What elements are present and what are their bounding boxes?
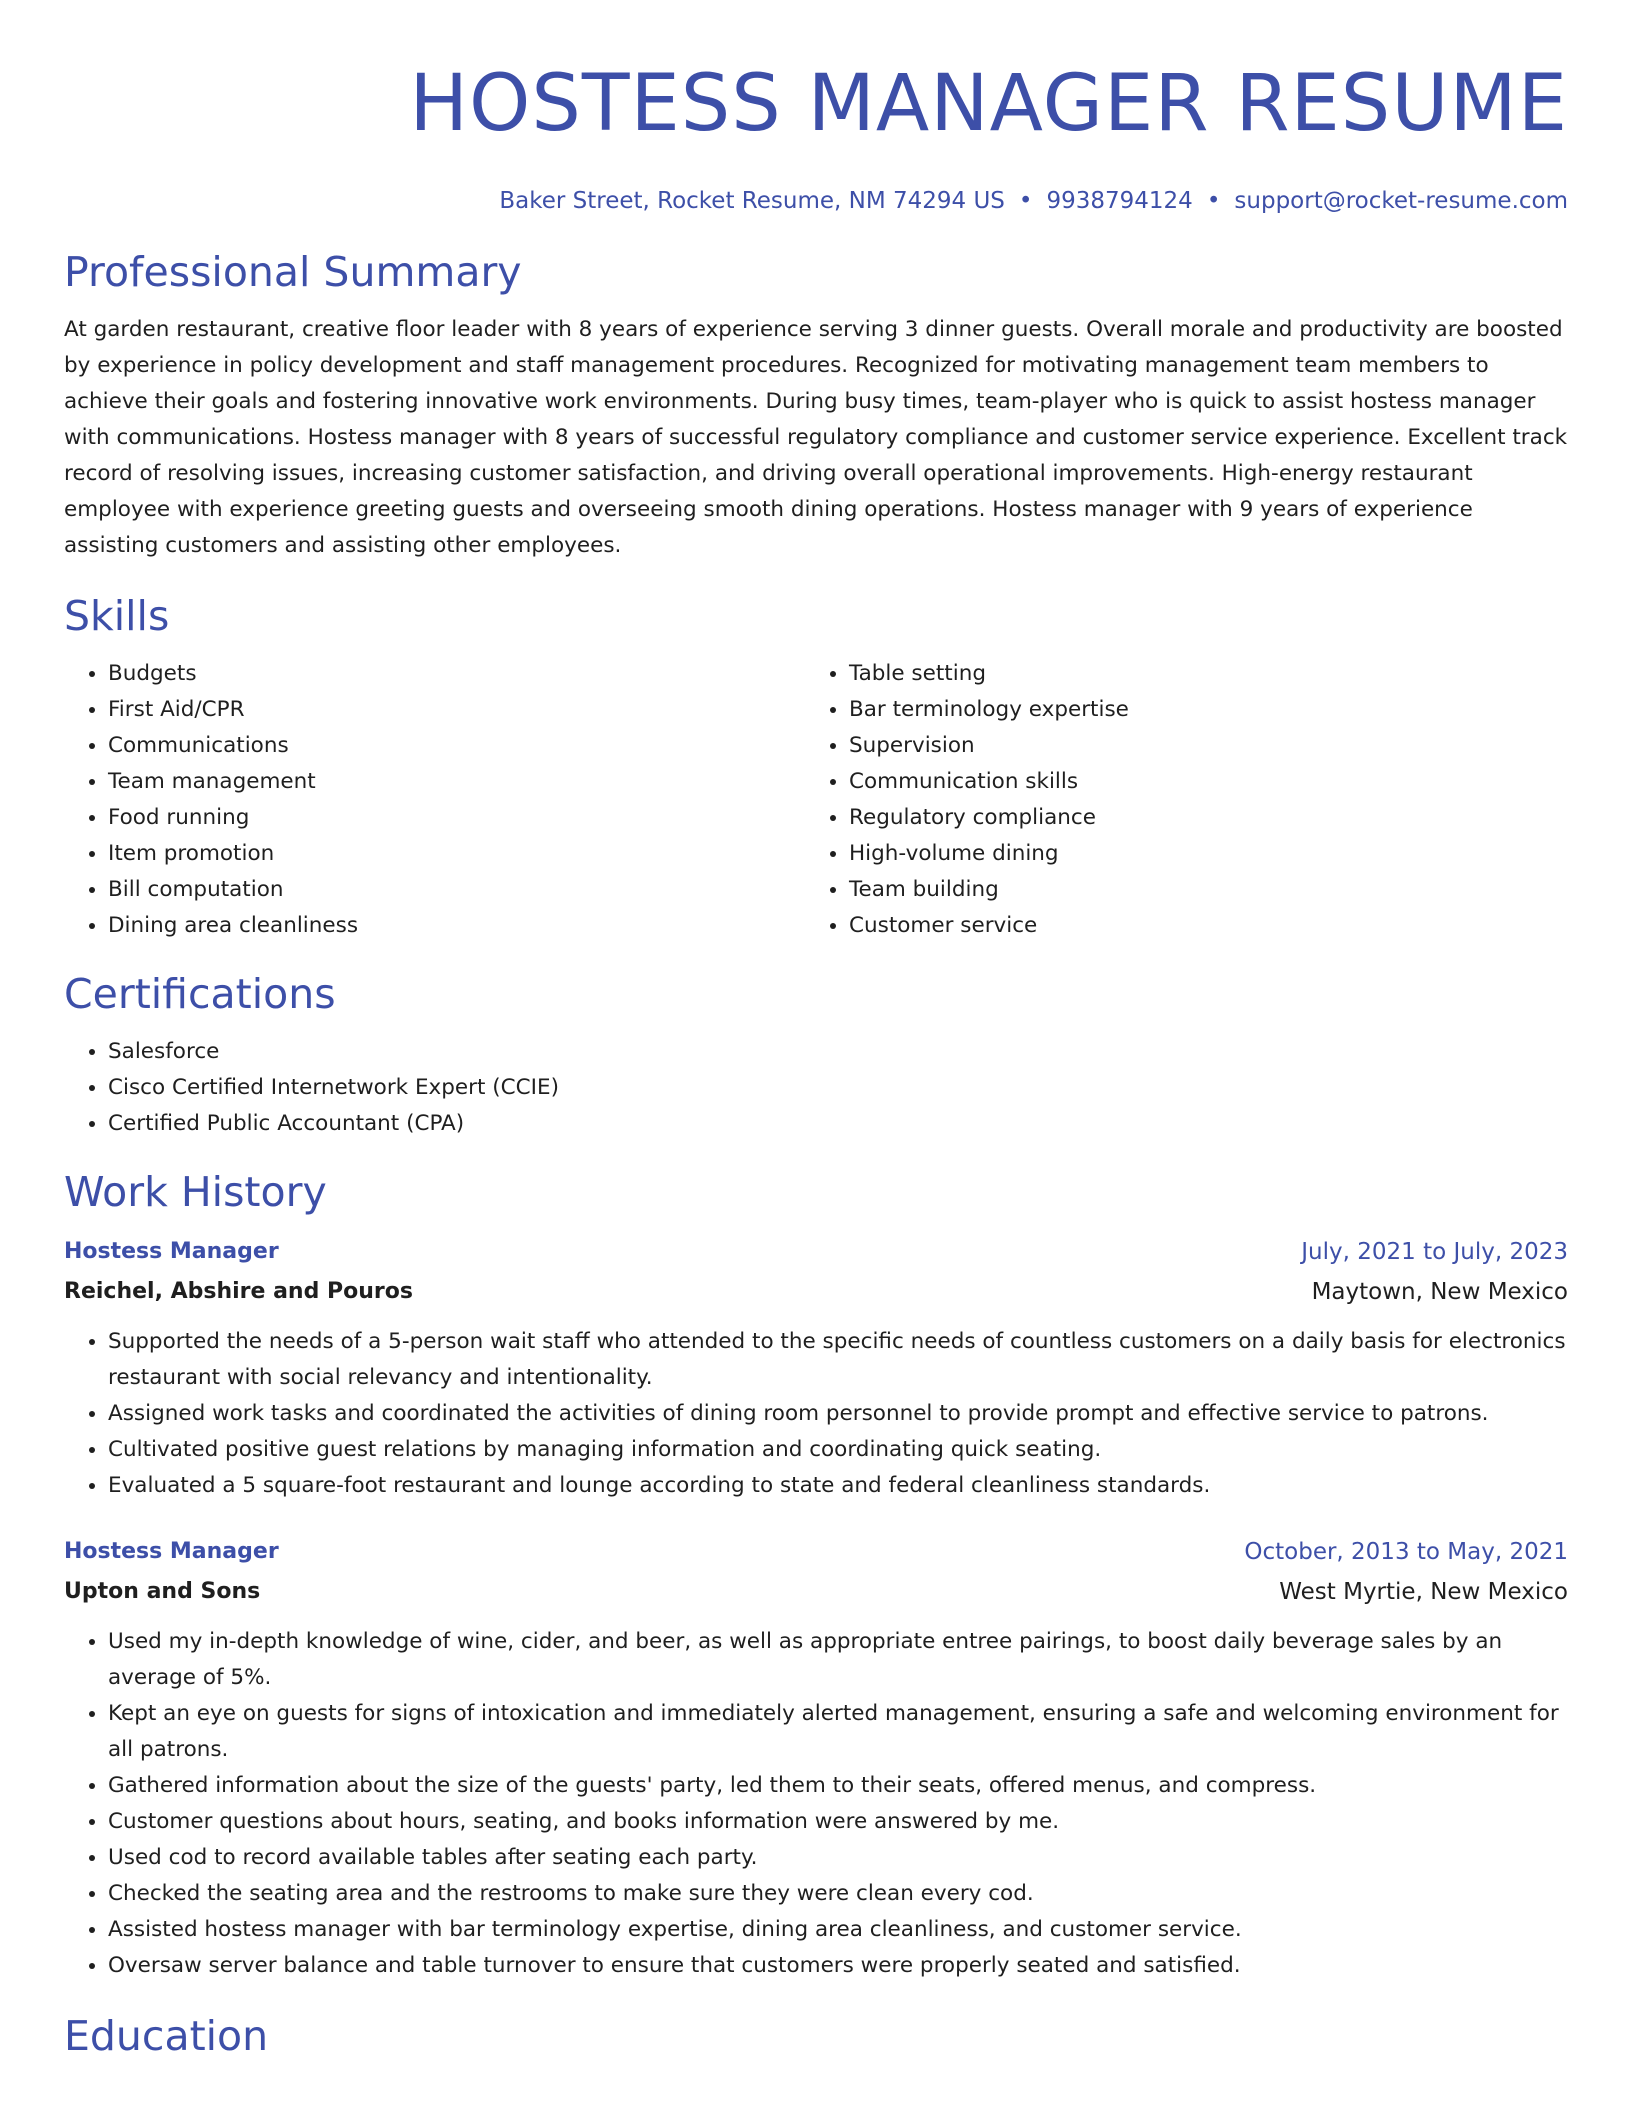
- skill-item: • First Aid/CPR: [108, 692, 805, 728]
- job-bullet: • Oversaw server balance and table turnover to ensure that customers were properly seated and satisfied.: [108, 1948, 1568, 1984]
- job-title-row: [64, 1532, 1568, 1572]
- skills-list-right: [805, 656, 1546, 944]
- summary-section: [64, 246, 1568, 564]
- skill-item: • Budgets: [108, 656, 805, 692]
- job-dates: July, 2021 to July, 2023: [1301, 1239, 1568, 1265]
- resume-title: HOSTESS MANAGER RESUME: [409, 59, 1568, 149]
- education-heading: Education: [64, 2012, 269, 2060]
- certifications-heading: Certifications: [64, 970, 336, 1018]
- job-bullet: • Used cod to record available tables after seating each party.: [108, 1840, 1568, 1876]
- skill-item: • Table setting: [849, 656, 1546, 692]
- job-bullet: • Assigned work tasks and coordinated the activities of dining room personnel to provide prompt and effective service to patrons.: [108, 1396, 1568, 1432]
- job-company-row: [64, 1272, 1568, 1312]
- job-bullet: • Checked the seating area and the restrooms to make sure they were clean every cod.: [108, 1876, 1568, 1912]
- skills-grid: [64, 656, 1568, 944]
- certification-item: • Salesforce: [108, 1034, 1568, 1070]
- job-company-row: [64, 1572, 1568, 1612]
- skill-item: • Team building: [849, 872, 1546, 908]
- job-bullet: • Gathered information about the size of the guests' party, led them to their seats, offered menus, and compress.: [108, 1768, 1568, 1804]
- skill-item: • Team management: [108, 764, 805, 800]
- summary-heading: Professional Summary: [64, 248, 522, 296]
- job-bullet: • Supported the needs of a 5-person wait staff who attended to the specific needs of countless customers on a daily basis for electronics restaurant with social relevancy and intentionality.: [108, 1324, 1568, 1396]
- certifications-list: [64, 1034, 1568, 1142]
- contact-separator: •: [1018, 188, 1033, 214]
- contact-line: [64, 186, 1568, 216]
- skill-item: • Dining area cleanliness: [108, 908, 805, 944]
- skill-item: • Communication skills: [849, 764, 1546, 800]
- skills-section: [64, 590, 1568, 944]
- skill-item: • Supervision: [849, 728, 1546, 764]
- job-title: Hostess Manager: [64, 1239, 279, 1264]
- skill-item: • Bar terminology expertise: [849, 692, 1546, 728]
- certification-item: • Certified Public Accountant (CPA): [108, 1106, 1568, 1142]
- skills-heading: Skills: [64, 592, 170, 640]
- job-location: Maytown, New Mexico: [1311, 1279, 1568, 1305]
- work-history-section: [64, 1166, 1568, 1984]
- contact-phone: 9938794124: [1046, 188, 1193, 214]
- education-section: [64, 2010, 1568, 2062]
- skill-item: • Customer service: [849, 908, 1546, 944]
- skill-item: • Item promotion: [108, 836, 805, 872]
- job-company: Reichel, Abshire and Pouros: [64, 1279, 413, 1304]
- job-bullets: [64, 1324, 1568, 1504]
- job-bullet: • Cultivated positive guest relations by managing information and coordinating quick seating.: [108, 1432, 1568, 1468]
- job-title-row: [64, 1232, 1568, 1272]
- contact-email: support@rocket-resume.com: [1234, 188, 1568, 214]
- contact-separator: •: [1206, 188, 1221, 214]
- job-entry: [64, 1532, 1568, 1984]
- skill-item: • High-volume dining: [849, 836, 1546, 872]
- contact-address: Baker Street, Rocket Resume, NM 74294 US: [499, 188, 1005, 214]
- job-bullet: • Used my in-depth knowledge of wine, cider, and beer, as well as appropriate entree pairings, to boost daily beverage sales by an average of 5%.: [108, 1624, 1568, 1696]
- job-dates: October, 2013 to May, 2021: [1244, 1539, 1568, 1565]
- job-company: Upton and Sons: [64, 1579, 261, 1604]
- certifications-section: [64, 968, 1568, 1142]
- job-title: Hostess Manager: [64, 1539, 279, 1564]
- skill-item: • Bill computation: [108, 872, 805, 908]
- work-history-heading: Work History: [64, 1168, 327, 1216]
- skills-list-left: [64, 656, 805, 944]
- skill-item: • Communications: [108, 728, 805, 764]
- job-location: West Myrtie, New Mexico: [1279, 1579, 1568, 1605]
- skills-column-right: [805, 656, 1546, 944]
- certification-item: • Cisco Certified Internetwork Expert (CCIE): [108, 1070, 1568, 1106]
- resume-page: [64, 0, 1568, 2062]
- job-entry: [64, 1232, 1568, 1504]
- job-bullets: [64, 1624, 1568, 1984]
- summary-text: At garden restaurant, creative floor leader with 8 years of experience serving 3 dinner guests. Overall morale and productivity are boosted by experience in policy development and staff management procedures. Recognized for motivating management team members to achieve their goals and fostering innovative work environments. During busy times, team-player who is quick to assist hostess manager with communications. Hostess manager with 8 years of successful regulatory compliance and customer service experience. Excellent track record of resolving issues, increasing customer satisfaction, and driving overall operational improvements. High-energy restaurant employee with experience greeting guests and overseeing smooth dining operations. Hostess manager with 9 years of experience assisting customers and assisting other employees.: [64, 317, 1568, 558]
- skills-column-left: [64, 656, 805, 944]
- job-bullet: • Evaluated a 5 square-foot restaurant and lounge according to state and federal cleanliness standards.: [108, 1468, 1568, 1504]
- job-bullet: • Kept an eye on guests for signs of intoxication and immediately alerted management, ensuring a safe and welcoming environment for all patrons.: [108, 1696, 1568, 1768]
- skill-item: • Regulatory compliance: [849, 800, 1546, 836]
- skill-item: • Food running: [108, 800, 805, 836]
- job-bullet: • Customer questions about hours, seating, and books information were answered by me.: [108, 1804, 1568, 1840]
- job-bullet: • Assisted hostess manager with bar terminology expertise, dining area cleanliness, and customer service.: [108, 1912, 1568, 1948]
